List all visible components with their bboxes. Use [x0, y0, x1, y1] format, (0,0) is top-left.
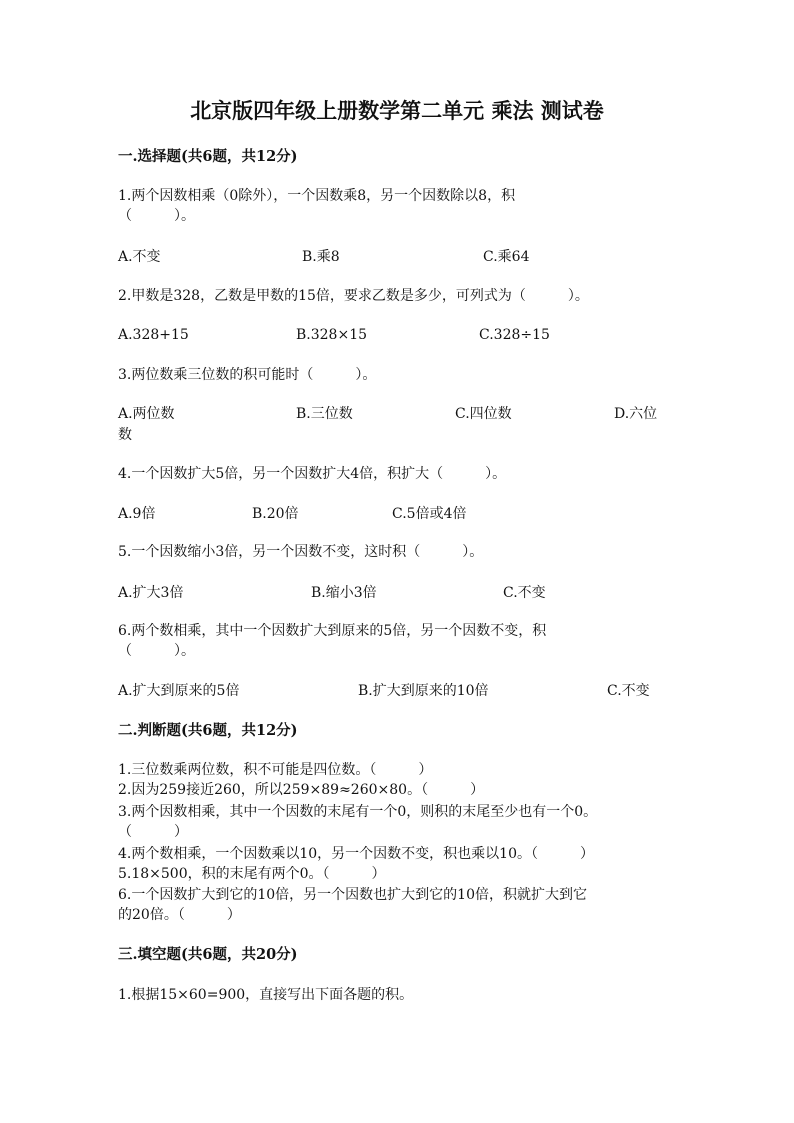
judgement-line: （ ）: [118, 824, 188, 840]
question-text: 4.一个因数扩大5倍，另一个因数扩大4倍，积扩大（ ）。: [118, 466, 507, 482]
judgement-line: 1.三位数乘两位数，积不可能是四位数。（ ）: [118, 762, 433, 778]
option-b: B.缩小3倍: [311, 585, 377, 601]
option-c: C.四位数: [455, 406, 512, 422]
option-a: A.328+15: [118, 327, 189, 343]
question-text: 6.两个数相乘，其中一个因数扩大到原来的5倍，另一个因数不变，积: [118, 623, 547, 639]
option-b: B.20倍: [252, 506, 299, 522]
option-a: A.扩大3倍: [118, 585, 184, 601]
option-a: A.9倍: [118, 506, 156, 522]
question-text: 3.两位数乘三位数的积可能时（ ）。: [118, 367, 377, 383]
option-d: D.六位: [614, 406, 658, 422]
option-c: C.5倍或4倍: [392, 506, 467, 522]
section-heading-choice: 一.选择题(共6题，共12分): [118, 148, 298, 165]
option-a: A.扩大到原来的5倍: [118, 683, 240, 699]
judgement-line: 的20倍。（ ）: [118, 907, 241, 923]
question-text: 5.一个因数缩小3倍，另一个因数不变，这时积（ ）。: [118, 544, 484, 560]
section-heading-fill: 三.填空题(共6题，共20分): [118, 946, 298, 963]
option-c: C.不变: [503, 585, 546, 601]
option-d-wrap: 数: [118, 427, 132, 443]
option-c: C.不变: [607, 683, 650, 699]
option-b: B.三位数: [296, 406, 353, 422]
judgement-line: 6.一个因数扩大到它的10倍，另一个因数也扩大到它的10倍，积就扩大到它: [118, 887, 587, 903]
judgement-line: 5.18×500，积的末尾有两个0。（ ）: [118, 866, 386, 882]
judgement-line: 4.两个数相乘，一个因数乘以10，另一个因数不变，积也乘以10。（ ）: [118, 846, 594, 862]
fill-question-text: 1.根据15×60=900，直接写出下面各题的积。: [118, 987, 414, 1003]
section-heading-judgement: 二.判断题(共6题，共12分): [118, 722, 298, 739]
question-text: 2.甲数是328，乙数是甲数的15倍，要求乙数是多少，可列式为（ ）。: [118, 288, 589, 304]
option-c: C.乘64: [483, 249, 530, 265]
paper-title: 北京版四年级上册数学第二单元 乘法 测试卷: [190, 98, 604, 123]
option-a: A.不变: [118, 249, 161, 265]
judgement-line: 2.因为259接近260，所以259×89≈260×80。（ ）: [118, 782, 485, 798]
option-a: A.两位数: [118, 406, 175, 422]
question-text: （ ）。: [118, 208, 195, 224]
question-text: （ ）。: [118, 643, 195, 659]
option-c: C.328÷15: [479, 327, 550, 343]
option-b: B.乘8: [302, 249, 340, 265]
option-b: B.328×15: [296, 327, 368, 343]
option-b: B.扩大到原来的10倍: [358, 683, 489, 699]
question-text: 1.两个因数相乘（0除外），一个因数乘8，另一个因数除以8，积: [118, 188, 516, 204]
judgement-line: 3.两个因数相乘，其中一个因数的末尾有一个0，则积的末尾至少也有一个0。: [118, 804, 598, 820]
